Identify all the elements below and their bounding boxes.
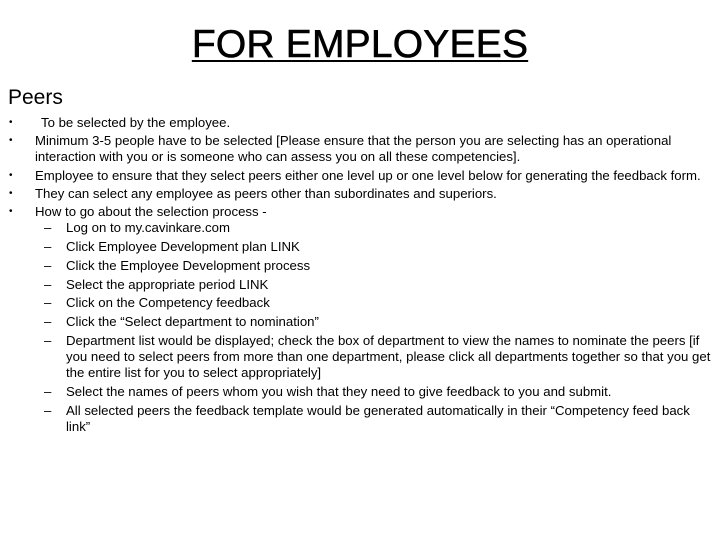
dash-icon: – (44, 220, 52, 236)
bullet-text: To be selected by the employee. (41, 115, 231, 130)
sub-item (35, 220, 712, 236)
bullet-item (0, 133, 712, 165)
sub-item-text: Select the names of peers whom you wish that they need to give feedback to you and submit. (66, 384, 612, 400)
sub-item-text: Select the appropriate period LINK (66, 276, 269, 292)
sub-item-text: Click on the Competency feedback (66, 295, 270, 311)
bullet-text: Employee to ensure that they select peers either one level up or one level below for generating the feedback form. (35, 167, 701, 183)
sub-item (35, 403, 712, 435)
sub-item (35, 314, 712, 330)
sub-item-text: All selected peers the feedback template would be generated automatically in their “Competency feed back link” (66, 403, 690, 435)
bullet-item (0, 186, 712, 202)
slide-title: FOR EMPLOYEES (191, 23, 529, 66)
dash-icon: – (44, 239, 52, 255)
bullet-dot-icon: • (9, 117, 13, 128)
bullet-list (0, 115, 712, 438)
sub-item (35, 277, 712, 293)
bullet-dot-icon: • (9, 187, 13, 199)
bullet-text: They can select any employee as peers other than subordinates and superiors. (35, 185, 497, 201)
sub-item-text: Click the Employee Development process (66, 257, 311, 273)
bullet-item (0, 168, 712, 184)
section-heading-peers: Peers (8, 86, 63, 109)
sub-item-text: Log on to my.cavinkare.com (66, 220, 230, 236)
sub-item (35, 384, 712, 400)
sub-item (35, 239, 712, 255)
bullet-text: How to go about the selection process - (35, 204, 267, 220)
sub-list (35, 220, 712, 435)
sub-item-text: Click Employee Development plan LINK (66, 239, 300, 255)
dash-icon: – (44, 384, 52, 400)
bullet-dot-icon: • (9, 135, 13, 147)
sub-item-text: Click the “Select department to nomination” (66, 314, 319, 330)
dash-icon: – (44, 403, 52, 418)
dash-icon: – (44, 295, 52, 311)
bullet-text: Minimum 3-5 people have to be selected [Please ensure that the person you are selecting has an operational interaction with you or is someone who can assess you on all these competencies]. (35, 133, 672, 165)
sub-item (35, 333, 712, 382)
sub-item (35, 258, 712, 274)
sub-item-text: Department list would be displayed; check the box of department to view the names to nominate the peers [if you need to select peers from more than one department, please click all departments together so that you get the entire list for you to select appropriately] (66, 333, 711, 381)
dash-icon: – (44, 257, 52, 273)
bullet-item (0, 115, 712, 131)
bullet-item (0, 204, 712, 435)
bullet-dot-icon: • (9, 169, 13, 181)
dash-icon: – (44, 314, 52, 330)
bullet-dot-icon: • (9, 206, 13, 218)
dash-icon: – (44, 333, 52, 348)
dash-icon: – (44, 276, 52, 292)
sub-item (35, 295, 712, 311)
